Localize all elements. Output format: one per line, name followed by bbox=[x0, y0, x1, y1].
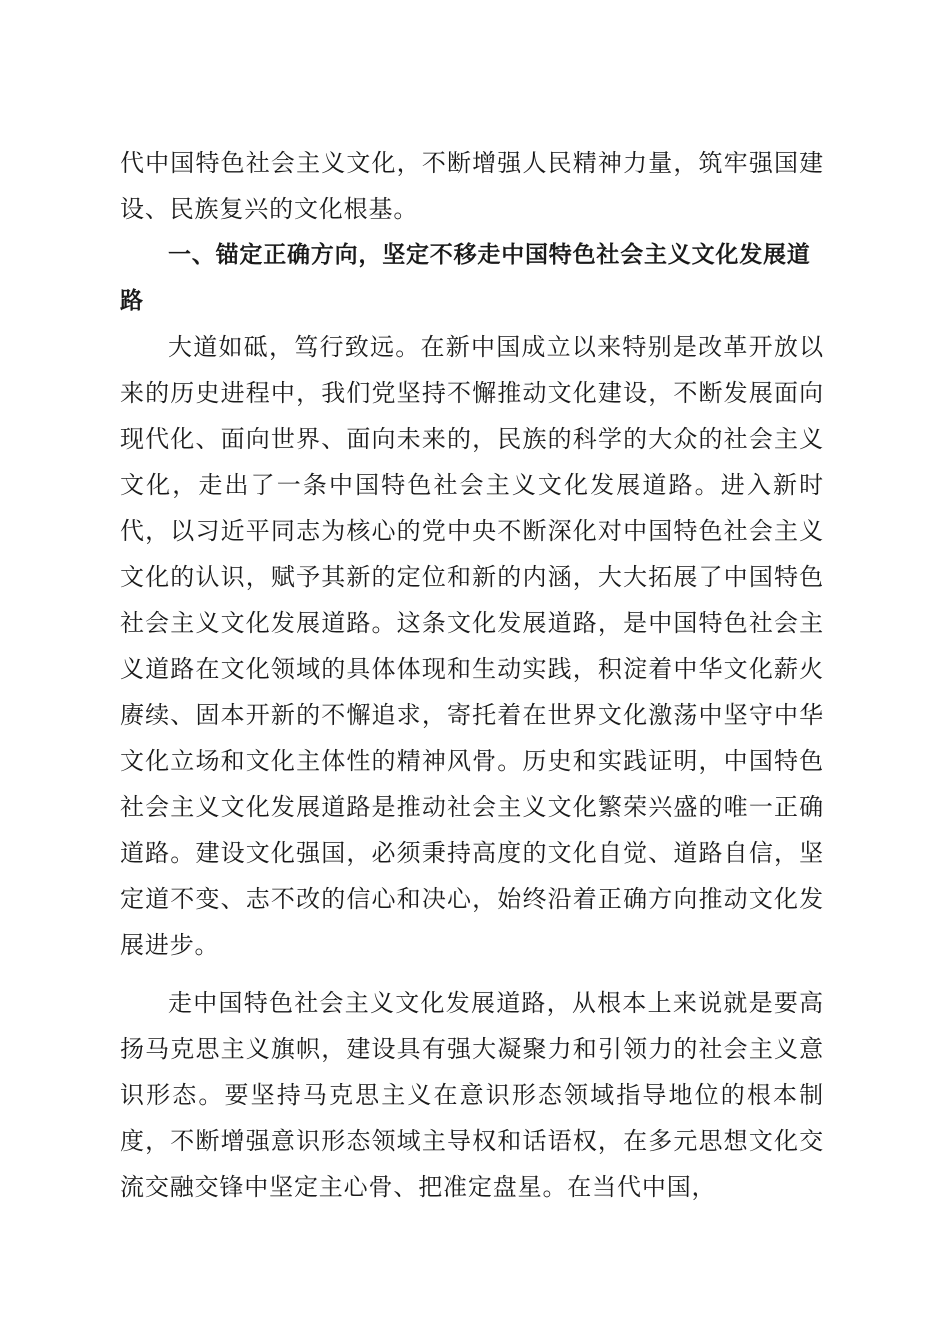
body-paragraph: 走中国特色社会主义文化发展道路，从根本上来说就是要高扬马克思主义旗帜，建设具有强大凝聚力和引领力的社会主义意识形态。要坚持马克思主义在意识形态领域指导地位的根本制度，不断增强意识形态领域主导权和话语权，在多元思想文化交流交融交锋中坚定主心骨、把准定盘星。在当代中国， bbox=[120, 989, 824, 1201]
document-body bbox=[120, 140, 824, 1210]
paragraph-continuation: 代中国特色社会主义文化，不断增强人民精神力量，筑牢强国建设、民族复兴的文化根基。 bbox=[120, 149, 824, 223]
body-paragraph: 大道如砥，笃行致远。在新中国成立以来特别是改革开放以来的历史进程中，我们党坚持不懈推动文化建设，不断发展面向现代化、面向世界、面向未来的，民族的科学的大众的社会主义文化，走出了一条中国特色社会主义文化发展道路。进入新时代，以习近平同志为核心的党中央不断深化对中国特色社会主义文化的认识，赋予其新的定位和新的内涵，大大拓展了中国特色社会主义文化发展道路。这条文化发展道路，是中国特色社会主义道路在文化领域的具体体现和生动实践，积淀着中华文化薪火赓续、固本开新的不懈追求，寄托着在世界文化激荡中坚守中华文化立场和文化主体性的精神风骨。历史和实践证明，中国特色社会主义文化发展道路是推动社会主义文化繁荣兴盛的唯一正确道路。建设文化强国，必须秉持高度的文化自觉、道路自信，坚定道不变、志不改的信心和决心，始终沿着正确方向推动文化发展进步。 bbox=[120, 333, 824, 959]
section-heading: 一、锚定正确方向，坚定不移走中国特色社会主义文化发展道路 bbox=[120, 242, 811, 314]
